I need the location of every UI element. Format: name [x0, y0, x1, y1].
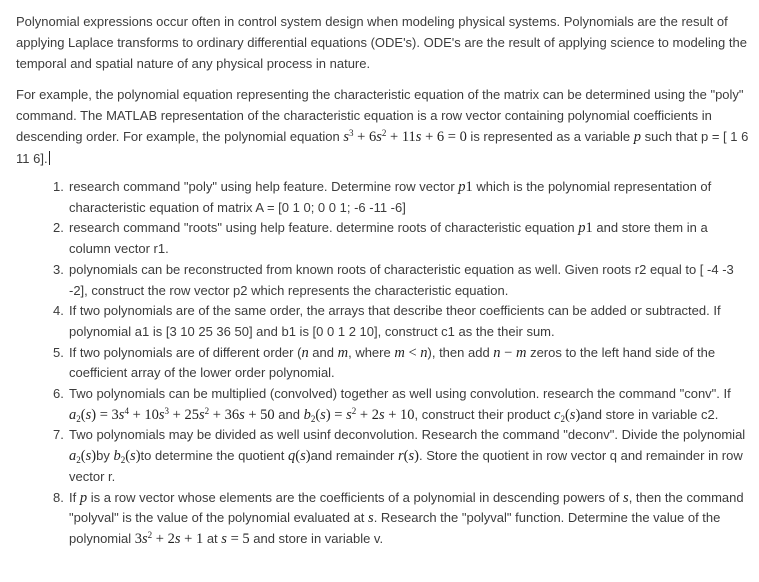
math-s: s [623, 489, 629, 506]
list-item [0, 218, 759, 259]
math-characteristic-polynomial: $s^3 + 6s^2 + 11s + 6 = 0$ [343, 128, 467, 145]
text-run: research command "roots" using help feature. determine roots of characteristic equation [69, 220, 579, 236]
list-number: 3. [53, 261, 64, 277]
math-r: r(s) [398, 448, 420, 465]
intro-paragraph-1: Polynomial expressions occur often in control system design when modeling physical systems. Polynomials are the result of applying Laplace transforms to ordinary differential equations (ODE's). ODE's are the result of applying science to modeling the temporal and spatial nature of any physical process in nature. [16, 14, 747, 71]
list-item [0, 177, 759, 218]
list-number: 6. [53, 386, 64, 402]
text-run: by [96, 448, 114, 464]
list-number: 1. [53, 179, 64, 194]
math-c2: $c_2(s)$ [554, 406, 581, 424]
math-m-less-than-n: m < n [394, 344, 428, 361]
math-n-minus-m: n − m [493, 344, 527, 361]
text-run: and store them in a column vector r1. [69, 220, 708, 257]
list-item [0, 384, 759, 425]
intro-paragraph-2 [16, 84, 751, 169]
text-run: Two polynomials may be divided as well usinf deconvolution. Research the command "deconv". Divide the polynomial [69, 427, 746, 443]
list-number: 4. [53, 303, 64, 319]
math-p: p [79, 489, 88, 506]
list-number: 5. [53, 344, 64, 360]
text-run: For example, the polynomial equation representing the characteristic equation of the matrix can be determined using the "poly" command. The MATLAB representation of the characteristic equation is a row vector containing polynomial coefficients in descending order. For example, the polynomial equation [16, 87, 744, 144]
list-item [0, 260, 759, 301]
list-number: 7. [53, 427, 64, 443]
math-polynomial-3s2-2s-1: $3s^2 + 2s + 1$ [134, 529, 204, 547]
text-run: ), then add [427, 344, 494, 360]
text-run: and store in variable c2. [580, 406, 719, 422]
math-q: q(s) [287, 448, 311, 465]
text-run: Two polynomials can be multiplied (convolved) together as well using convolution. research the command "conv". If [69, 386, 731, 402]
text-run: If two polynomials are of different order ( [69, 344, 302, 360]
math-a2: $a_2(s)$ [69, 448, 97, 466]
list-item [0, 343, 759, 384]
text-run: such that p = [ 1 6 11 6]. [16, 129, 749, 166]
instruction-list [0, 177, 759, 550]
math-b2: $b_2(s)$ [113, 448, 141, 466]
text-run: zeros to the left hand side of the coefficient array of the lower order polynomial. [69, 344, 716, 381]
list-item [0, 301, 759, 342]
math-s-equals-5: s = 5 [221, 530, 250, 547]
text-run: is represented as a variable [466, 129, 634, 144]
text-run: to determine the quotient [140, 448, 288, 464]
text-run: If two polynomials are of the same order, the arrays that describe theor coefficients can be added or subtracted. If polynomial a1 is [3 10 25 36 50] and b1 is [0 0 1 2 10], construct c1 as the their sum. [69, 303, 721, 339]
math-p1: p1 [458, 179, 473, 195]
text-run: and store in variable v. [249, 530, 384, 546]
text-run: which is the polynomial representation of characteristic equation of matrix A = [0 1 0; 0 0 1; -6 -11 -6] [69, 179, 712, 215]
text-run: , where [348, 344, 395, 360]
text-run: , then the command "polyval" is the value of the polynomial evaluated at [69, 489, 744, 526]
text-run: is a row vector whose elements are the coefficients of a polynomial in descending powers of [87, 489, 624, 505]
text-run: and [274, 406, 304, 422]
list-item [0, 425, 759, 487]
text-run: , construct their product [414, 406, 554, 422]
math-a2-polynomial: $a_2(s) = 3s^4 + 10s^3 + 25s^2 + 36s + 50$ [69, 405, 275, 424]
math-b2-polynomial: $b_2(s) = s^2 + 2s + 10$ [303, 405, 415, 424]
list-number: 8. [53, 489, 64, 505]
text-run: polynomials can be reconstructed from known roots of characteristic equation as well. Given roots r2 equal to [ -4 -3 -2], construct the row vector p2 which represents the characteristic equation. [69, 261, 734, 298]
text-cursor [49, 151, 50, 165]
math-p1: p1 [578, 220, 593, 237]
list-number: 2. [53, 220, 64, 236]
text-run: . Store the quotient in row vector q and remainder in row vector r. [69, 448, 743, 484]
text-run: at [203, 530, 222, 546]
text-run: . Research the "polyval" function. Determine the value of the polynomial [69, 510, 721, 546]
list-item [0, 488, 759, 550]
text-run: and [308, 344, 338, 360]
text-run: research command "poly" using help feature. Determine row vector [69, 179, 459, 194]
math-s: s [368, 510, 374, 527]
math-variable-p: p [633, 129, 641, 145]
text-run: If [69, 489, 80, 505]
text-run: and remainder [310, 448, 399, 464]
math-m: m [337, 344, 349, 361]
math-n: n [301, 344, 309, 361]
